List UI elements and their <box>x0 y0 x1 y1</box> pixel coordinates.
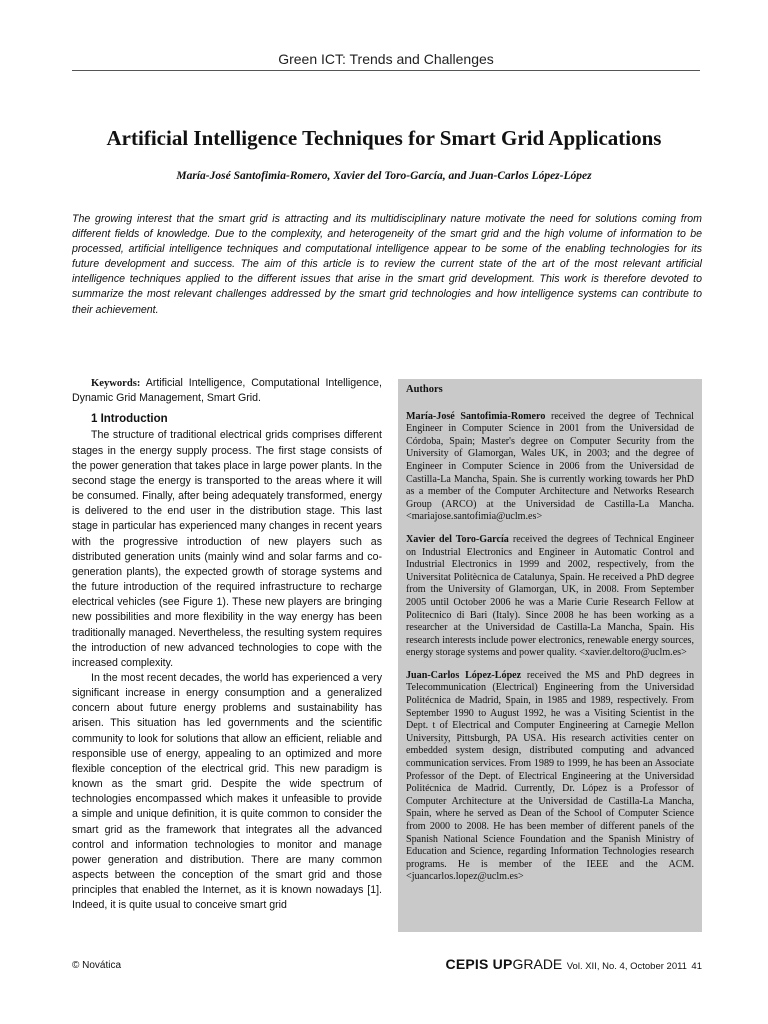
running-head: Green ICT: Trends and Challenges <box>72 51 700 71</box>
article-authors: María-José Santofimia-Romero, Xavier del Toro-García, and Juan-Carlos López-López <box>176 170 592 182</box>
authors-sidebar <box>398 379 702 932</box>
author-bio <box>406 534 694 660</box>
author-name: Xavier del Toro-García <box>406 533 509 545</box>
intro-paragraph-1: The structure of traditional electrical grids comprises different stages in the energy supply process. The first stage consists of the power generation that takes place in large power plants. In the second stage the energy is transported to the areas where it will be consumed. Finally, after being adequately transformed, energy is delivered to the end user in the distribution stage. This last stage in particular has experienced many changes in recent years with the progressive introduction of new players such as distributed generation units (mainly wind and solar farms and co-generation plants), the expected growth of storage systems and the future introduction of the required infrastructure to recharge electrical vehicles (see Figure 1). These new players are bringing new possibilities and more flexibility in the way energy has been traditionally managed. Nevertheless, the resulting system requires the introduction of new advanced technologies to cope with the increased complexity. <box>72 429 382 669</box>
main-column <box>72 376 382 913</box>
journal-brand: CEPIS UP <box>445 956 513 972</box>
author-name: Juan-Carlos López-López <box>406 669 522 681</box>
author-bio-text: received the degrees of Technical Engineer on Industrial Electronics and Engineer in Automatic Control and Industrial Electronics in 1999 and 2002, respectively, from the Universitat Politècnica de Catalunya, Spain. He received a PhD degree from the University of Glamorgan, UK, in 2008. From September 2005 until October 2006 he was a Marie Curie Research Fellow at Politecnico di Bari (Italy). Since 2008 he has been working as a researcher at the Universidad de Castilla-La Mancha, Spain. His research interests include power electronics, renewable energy sources, energy storage systems and power quality. <xavier.deltoro@uclm.es> <box>406 533 694 659</box>
page-number: 41 <box>691 961 702 972</box>
copyright: © Novática <box>72 960 122 971</box>
section-heading: 1 Introduction <box>91 413 168 426</box>
author-bio <box>406 670 694 884</box>
keywords-label: Keywords: <box>91 378 141 389</box>
keywords <box>72 376 382 406</box>
journal-brand-suffix: GRADE <box>512 956 563 972</box>
author-bio-text: received the degree of Technical Engineer in Computer Science in 2001 from the Universidad de Córdoba, Spain; Master's degree on Computer Security from the University of Glamorgan, Wales UK, in 2003; and the degree of Engineer in Computer Science in 2006 from the Universidad de Castilla-La Mancha, Spain. She is currently working towards her PhD as a member of the Computer Architecture and Networks Research Group (ARCO) at the Universidad de Castilla-La Mancha. <mariajose.santofimia@uclm.es> <box>406 410 694 523</box>
keywords-text: Artificial Intelligence, Computational Intelligence, Dynamic Grid Management, Smart Grid. <box>72 377 382 405</box>
author-name: María-José Santofimia-Romero <box>406 410 546 422</box>
author-bio <box>406 411 694 524</box>
article-title: Artificial Intelligence Techniques for Smart Grid Applications <box>106 126 662 150</box>
sidebar-heading: Authors <box>406 384 443 395</box>
intro-paragraph-2: In the most recent decades, the world has experienced a very significant increase in energy consumption and a generalized concern about future energy problems and sustainability has arisen. This situation has led governments and the scientific community to look for solutions that allow an efficient, reliable and responsible use of energy, appealing to an optimized and more flexible conception of the electrical grid. This new paradigm is known as the smart grid. Despite the wide spectrum of technologies encompassed which makes it unfeasible to provide a simple and unique definition, it is quite common to consider the smart grid as the framework that integrates all the advanced control and information technologies to monitor and manage power generation and distribution. There are many common aspects between the conception of the smart grid and those principles that enabled the Internet, as it is known nowadays [1]. Indeed, it is quite usual to conceive smart grid <box>72 671 382 912</box>
footer-issue-info <box>446 956 702 974</box>
abstract: The growing interest that the smart grid is attracting and its multidisciplinary nature motivate the need for solutions coming from different fields of knowledge. Due to the complexity, and heterogeneity of the smart grid and the high volume of information to be processed, artificial intelligence techniques and computational intelligence appear to be some of the enabling technologies for its future development and success. The aim of this article is to review the current state of the art of the most relevant artificial intelligence techniques applied to the different issues that arise in the smart grid development. This work is therefore devoted to summarize the most relevant challenges addressed by the smart grid technologies and how intelligence systems can contribute to their achievement. <box>72 213 702 316</box>
author-bio-text: received the MS and PhD degrees in Telecommunication (Electrical) Engineering from the Universidad Politécnica de Madrid, Spain, in 1985 and 1989, respectively. From September 1990 to August 1992, he was a Visiting Scientist in the Dept. t of Electrical and Computer Engineering at Carnegie Mellon University, Pittsburgh, PA USA. His research activities center on embedded system design, distributed computing and advanced communication services. From 1989 to 1999, he has been an Associate Professor of the Dept. of Electrical Engineering at the Universidad Politécnica de Madrid. Currently, Dr. López is a Professor of Computer Architecture at the Universidad de Castilla-La Mancha, Spain, where he served as Dean of the School of Computer Science from 2000 to 2008. He has been member of different panels of the Spanish National Science Foundation and the Spanish Ministry of Education and Science, regarding Information Technologies research programs. He is member of the IEEE and the ACM. <juancarlos.lopez@uclm.es> <box>406 669 694 883</box>
issue-info: Vol. XII, No. 4, October 2011 <box>566 961 687 972</box>
